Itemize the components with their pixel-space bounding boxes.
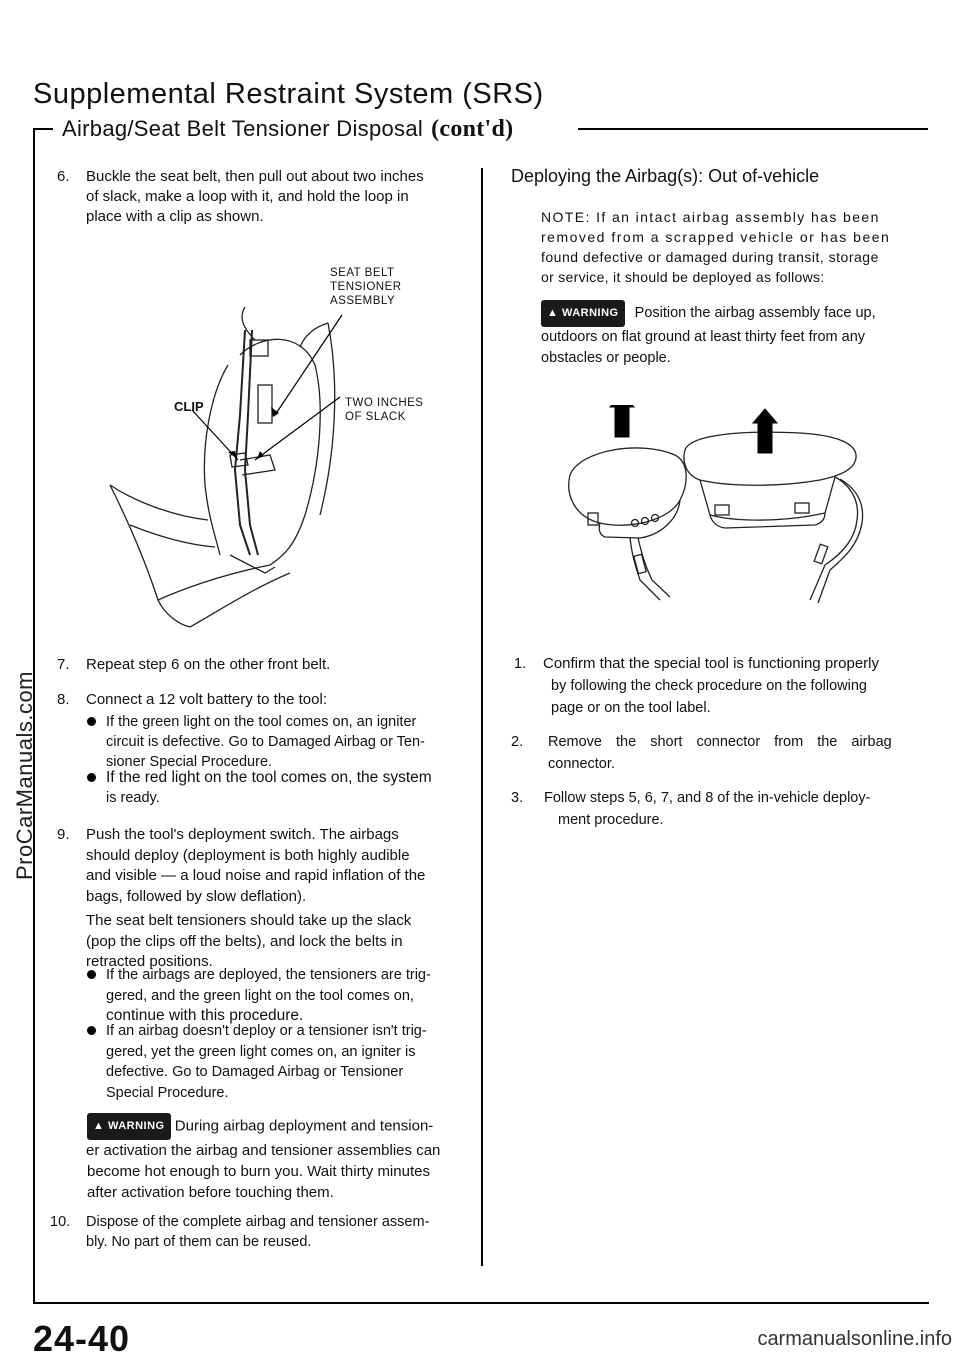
warning-badge xyxy=(87,1113,171,1140)
step-9-bullet-2 xyxy=(87,1021,457,1103)
bullet-line: If the red light on the tool comes on, the system xyxy=(106,769,432,786)
warning-triangle-icon: ▲ xyxy=(547,307,559,319)
right-step-2-line: connector. xyxy=(548,756,615,772)
step-9-line: retracted positions. xyxy=(86,953,213,970)
label-clip: CLIP xyxy=(174,399,204,414)
bullet-line: is ready. xyxy=(106,790,160,806)
right-step-3-line: ment procedure. xyxy=(558,812,664,828)
warning-line: obstacles or people. xyxy=(541,350,671,366)
bottom-border xyxy=(33,1302,929,1304)
footer-watermark: carmanualsonline.info xyxy=(757,1328,952,1350)
step-number: 3. xyxy=(511,790,524,806)
step-7-text: Repeat step 6 on the other front belt. xyxy=(86,656,331,673)
step-8-text: Connect a 12 volt battery to the tool: xyxy=(86,691,327,708)
label-slack xyxy=(345,396,423,424)
bullet-line: If the airbags are deployed, the tensioners are trig- xyxy=(106,967,431,983)
header-rule-right xyxy=(578,128,928,130)
step-8 xyxy=(57,690,457,710)
label-slack-line: TWO INCHES xyxy=(345,397,424,409)
warning-line: after activation before touching them. xyxy=(87,1184,334,1201)
step-8-bullet-2 xyxy=(87,768,457,808)
step-8-bullet-1 xyxy=(87,712,457,772)
note-block xyxy=(541,207,913,287)
label-tensioner xyxy=(330,266,402,308)
note-line: NOTE: If an intact airbag assembly has been xyxy=(541,209,880,225)
header-rule-left xyxy=(33,128,53,130)
label-slack-line: OF SLACK xyxy=(345,411,406,423)
step-number: 6. xyxy=(57,168,70,185)
step-9-bullet-1 xyxy=(87,965,457,1025)
step-9-line: (pop the clips off the belts), and lock the belts in xyxy=(86,932,403,950)
note-line: or service, it should be deployed as follows: xyxy=(541,269,825,285)
step-9-line: Push the tool's deployment switch. The airbags xyxy=(86,826,399,843)
page-title: Supplemental Restraint System (SRS) xyxy=(33,78,544,110)
column-divider xyxy=(481,168,483,1266)
seat-belt-figure xyxy=(90,255,460,630)
step-number: 7. xyxy=(57,656,70,673)
warning-line: become hot enough to burn you. Wait thirty minutes xyxy=(87,1163,430,1180)
bullet-line: If the green light on the tool comes on, an igniter xyxy=(106,714,417,730)
step-10 xyxy=(50,1212,457,1254)
step-number: 10. xyxy=(50,1214,71,1230)
bullet-line: sioner Special Procedure. xyxy=(106,754,273,770)
bullet-dot xyxy=(87,970,96,979)
step-6-line: of slack, make a loop with it, and hold the loop in xyxy=(86,188,409,205)
step-number: 1. xyxy=(514,656,527,672)
warning-triangle-icon: ▲ xyxy=(93,1120,105,1132)
label-tensioner-line: SEAT BELT xyxy=(330,267,395,279)
warning-badge-label: WARNING xyxy=(107,1120,165,1132)
bullet-line: circuit is defective. Go to Damaged Airbag or Ten- xyxy=(106,734,425,750)
step-6-line: Buckle the seat belt, then pull out about two inches xyxy=(86,168,424,185)
right-step-1-line: Confirm that the special tool is functioning properly xyxy=(543,655,880,672)
side-watermark: ProCarManuals.com xyxy=(12,670,37,880)
step-6 xyxy=(57,167,457,229)
right-step-2 xyxy=(511,731,911,773)
section-subtitle xyxy=(62,116,513,143)
warning-badge-label: WARNING xyxy=(561,307,619,319)
step-9-line: and visible — a loud noise and rapid inflation of the xyxy=(86,867,426,884)
bullet-line: continue with this procedure. xyxy=(106,1007,304,1024)
airbag-figure xyxy=(560,405,870,610)
bullet-line: If an airbag doesn't deploy or a tensioner isn't trig- xyxy=(106,1023,427,1039)
step-number: 2. xyxy=(511,734,524,750)
warning-box-right xyxy=(541,300,913,369)
step-number: 9. xyxy=(57,826,70,843)
label-tensioner-line: TENSIONER xyxy=(330,281,402,293)
warning-badge xyxy=(541,300,625,327)
right-step-3-line: Follow steps 5, 6, 7, and 8 of the in-vehicle deploy- xyxy=(544,790,871,806)
note-line: found defective or damaged during transit, storage xyxy=(541,249,879,265)
step-number: 8. xyxy=(57,691,70,708)
warning-line: outdoors on flat ground at least thirty feet from any xyxy=(541,329,866,345)
warning-line: Position the airbag assembly face up, xyxy=(634,305,876,322)
leader-line xyxy=(255,397,340,460)
step-7 xyxy=(57,655,457,675)
right-step-1-line: by following the check procedure on the following xyxy=(551,678,867,694)
note-line: removed from a scrapped vehicle or has been xyxy=(541,229,891,245)
section-heading-out-of-vehicle: Deploying the Airbag(s): Out of-vehicle xyxy=(511,166,820,186)
step-10-line: Dispose of the complete airbag and tensioner assem- xyxy=(86,1214,430,1230)
warning-line: During airbag deployment and tension- xyxy=(174,1117,434,1135)
right-step-3 xyxy=(511,787,911,829)
right-step-1 xyxy=(514,653,914,715)
bullet-line: Special Procedure. xyxy=(106,1084,229,1101)
step-10-line: bly. No part of them can be reused. xyxy=(86,1234,312,1250)
contd-label: (cont'd) xyxy=(431,116,514,142)
step-9-line: should deploy (deployment is both highly audible xyxy=(86,846,410,864)
leader-line xyxy=(275,315,342,415)
warning-box-left xyxy=(87,1113,457,1203)
bullet-line: defective. Go to Damaged Airbag or Tensioner xyxy=(106,1064,404,1080)
right-step-1-line: page or on the tool label. xyxy=(551,700,711,716)
bullet-line: gered, yet the green light comes on, an igniter is xyxy=(106,1043,416,1060)
label-tensioner-line: ASSEMBLY xyxy=(330,295,396,307)
warning-line: er activation the airbag and tensioner assemblies can xyxy=(86,1142,441,1159)
step-9-line: The seat belt tensioners should take up the slack xyxy=(86,912,412,929)
section-subtitle-text: Airbag/Seat Belt Tensioner Disposal xyxy=(62,116,424,141)
step-9-line: bags, followed by slow deflation). xyxy=(86,887,307,905)
bullet-dot xyxy=(87,773,96,782)
bullet-dot xyxy=(87,717,96,726)
page-number: 24-40 xyxy=(33,1318,131,1359)
bullet-dot xyxy=(87,1026,96,1035)
right-step-2-line: Remove the short connector from the airbag xyxy=(548,734,892,750)
step-9 xyxy=(57,825,457,985)
bullet-line: gered, and the green light on the tool comes on, xyxy=(106,987,414,1004)
step-6-line: place with a clip as shown. xyxy=(86,208,264,225)
